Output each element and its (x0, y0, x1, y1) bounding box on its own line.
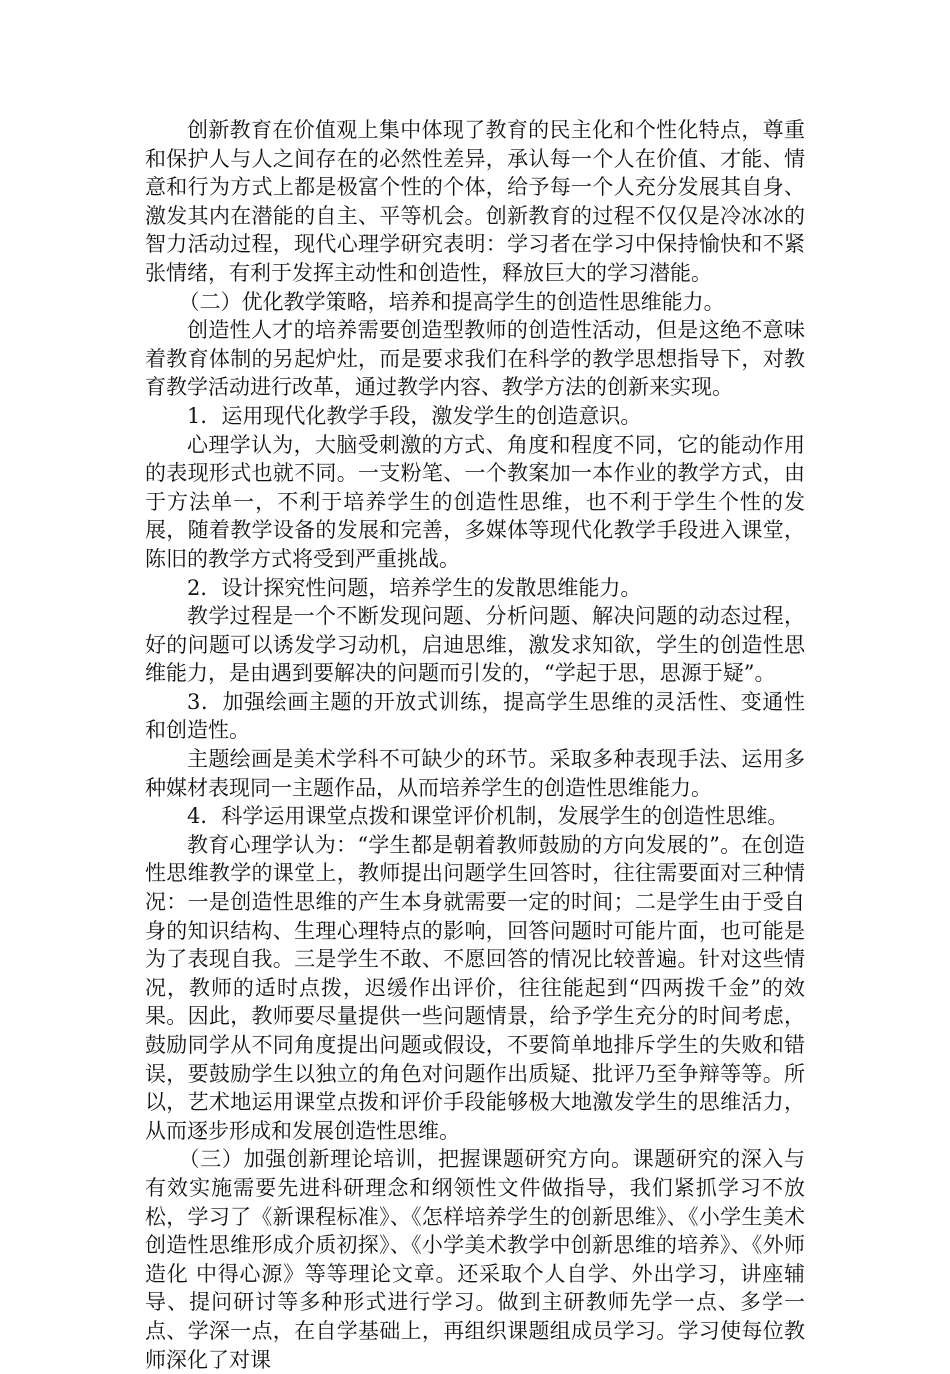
paragraph-intro: 创新教育在价值观上集中体现了教育的民主化和个性化特点，尊重和保护人与人之间存在的必然性差异，承认每一个人在价值、才能、情意和行为方式上都是极富个性的个体，给予每一个人充分发展其自身、激发其内在潜能的自主、平等机会。创新教育的过程不仅仅是冷冰冰的智力活动过程，现代心理学研究表明：学习者在学习中保持愉快和不紧张情绪，有利于发挥主动性和创造性，释放巨大的学习潜能。 (145, 118, 805, 285)
paragraph-creative-teachers: 创造性人才的培养需要创造型教师的创造性活动，但是这绝不意味着教育体制的另起炉灶，而是要求我们在科学的教学思想指导下，对教育教学活动进行改革，通过教学内容、教学方法的创新来实现。 (145, 318, 805, 400)
paragraph-teaching-process: 教学过程是一个不断发现问题、分析问题、解决问题的动态过程，好的问题可以诱发学习动机，启迪思维，激发求知欲，学生的创造性思维能力，是由遇到要解决的问题而引发的，“学起于思，思源于疑”。 (145, 604, 805, 686)
paragraph-educational-psychology: 教育心理学认为：“学生都是朝着教师鼓励的方向发展的”。在创造性思维教学的课堂上，教师提出问题学生回答时，往往需要面对三种情况：一是创造性思维的产生本身就需要一定的时间；二是学生由于受自身的知识结构、生理心理特点的影响，回答问题时可能片面，也可能是为了表现自我。三是学生不敢、不愿回答的情况比较普遍。针对这些情况，教师的适时点拨，迟缓作出评价，往往能起到“四两拨千金”的效果。因此，教师要尽量提供一些问题情景，给予学生充分的时间考虑，鼓励同学从不同角度提出问题或假设，不要简单地排斥学生的失败和错误，要鼓励学生以独立的角色对问题作出质疑、批评乃至争辩等等。所以，艺术地运用课堂点拨和评价手段能够极大地激发学生的思维活力，从而逐步形成和发展创造性思维。 (145, 832, 805, 1143)
document-body (145, 116, 805, 1374)
subheading-3: 3．加强绘画主题的开放式训练，提高学生思维的灵活性、变通性和创造性。 (145, 689, 805, 743)
paragraph-psychology: 心理学认为，大脑受刺激的方式、角度和程度不同，它的能动作用的表现形式也就不同。一支粉笔、一个教案加一本作业的教学方式，由于方法单一，不利于培养学生的创造性思维，也不利于学生个性的发展，随着教学设备的发展和完善，多媒体等现代化教学手段进入课堂，陈旧的教学方式将受到严重挑战。 (145, 432, 805, 571)
section-heading-3: （三）加强创新理论培训，把握课题研究方向。课题研究的深入与有效实施需要先进科研理念和纲领性文件做指导，我们紧抓学习不放松，学习了《新课程标准》、《怎样培养学生的创新思维》、《小学生美术创造性思维形成介质初探》、《小学美术教学中创新思维的培养》、《外师造化 中得心源》等等理论文章。还采取个人自学、外出学习，讲座辅导、提问研讨等多种形式进行学习。做到主研教师先学一点、多学一点、学深一点，在自学基础上，再组织课题组成员学习。学习使每位教师深化了对课 (145, 1147, 805, 1372)
subheading-1: 1．运用现代化教学手段，激发学生的创造意识。 (187, 403, 642, 428)
paragraph-theme-drawing: 主题绘画是美术学科不可缺少的环节。采取多种表现手法、运用多种媒材表现同一主题作品，从而培养学生的创造性思维能力。 (145, 747, 805, 800)
section-heading-2: （二）优化教学策略，培养和提高学生的创造性思维能力。 (178, 289, 725, 314)
subheading-4: 4．科学运用课堂点拨和课堂评价机制，发展学生的创造性思维。 (187, 804, 789, 829)
subheading-2: 2．设计探究性问题，培养学生的发散思维能力。 (187, 575, 642, 600)
